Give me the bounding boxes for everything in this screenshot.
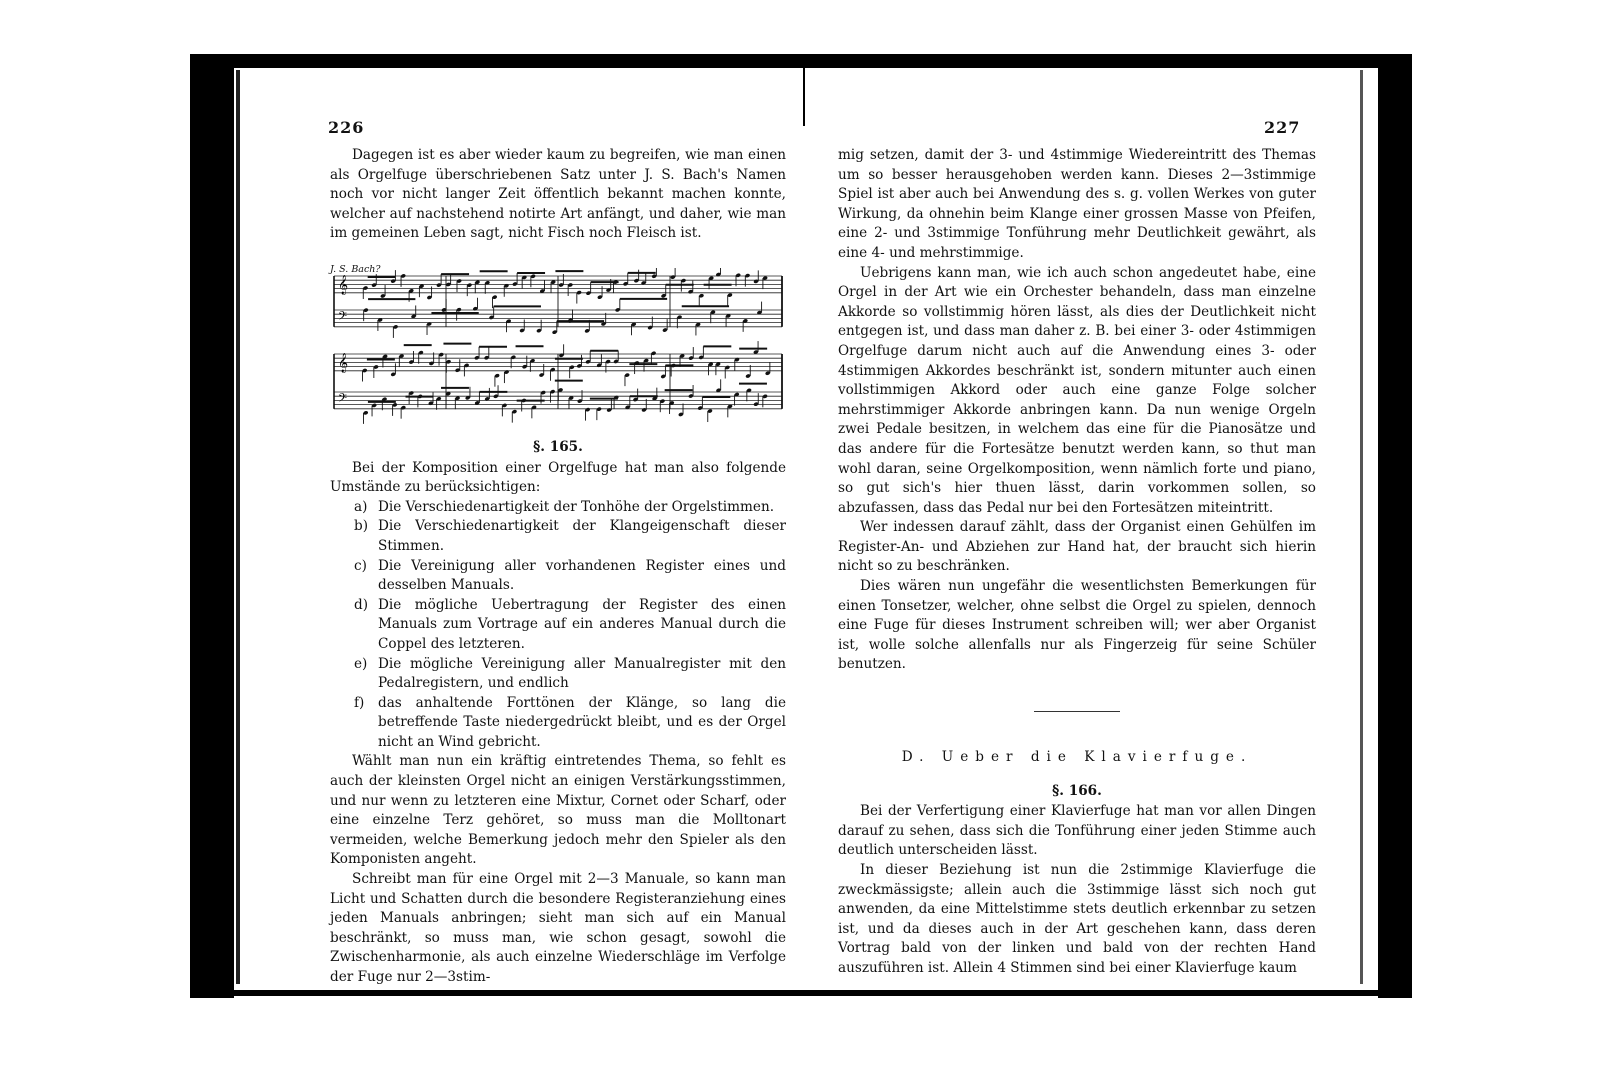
scan-border-left <box>190 54 234 998</box>
paragraph-schreibt: Schreibt man für eine Orgel mit 2—3 Manuale, so kann man Licht und Schatten durch die besondere Registeranziehung eines jeden Manuals anbringen; sieht man sich auf ein Manual beschränkt, so muss man, wie schon gesagt, sowohl die Zwischenharmonie, als auch einzelne Wiederschläge im Verfolge der Fuge nur 2—3stim- <box>330 871 786 985</box>
page-number: 226 <box>328 118 365 137</box>
scan-border-top <box>190 54 1410 68</box>
list-item: e) Die mögliche Vereinigung aller Manualregister mit den Pedalregistern, und endlich <box>354 655 786 692</box>
list-item: c) Die Vereinigung aller vorhandenen Register eines und desselben Manuals. <box>354 557 786 594</box>
list-item: a) Die Verschiedenartigkeit der Tonhöhe der Orgelstimmen. <box>354 498 775 515</box>
treble-clef-icon: 𝄞 <box>338 352 349 373</box>
right-text-column <box>838 146 1316 979</box>
list-item: f) das anhaltende Forttönen der Klänge, so lang die betreffende Taste niedergedrückt bleibt, und es der Orgel nicht an Wind gebricht. <box>354 694 786 750</box>
section-divider <box>1034 711 1120 712</box>
page-gutter-line <box>803 66 805 126</box>
right-page <box>812 68 1340 998</box>
chapter-heading-d: D. Ueber die Klavierfuge. <box>901 749 1253 766</box>
bass-clef-icon: 𝄢 <box>338 309 348 326</box>
list-item: d) Die mögliche Uebertragung der Register des einen Manuals zum Vortrage auf ein anderes Manual durch die Coppel des letzteren. <box>354 596 786 652</box>
section-165-intro: Bei der Komposition einer Orgelfuge hat man also folgende Umstände zu berücksichtigen: <box>330 459 786 496</box>
bass-clef-icon: 𝄢 <box>338 391 348 408</box>
considerations-list <box>330 498 786 753</box>
treble-clef-icon: 𝄞 <box>338 274 349 295</box>
paragraph-uebrigens: Uebrigens kann man, wie ich auch schon angedeutet habe, eine Orgel in der Art wie ein Orchester behandeln, dass man einzelne Akkorde so vollstimmig hören lässt, als dies der Deutlichkeit nicht entgegen ist, und dass man daher z. B. bei einer 3- oder 4stimmigen Orgelfuge darum nicht auch auf die Anwendung eines 3- oder 4stimmigen Akkordes beschränkt ist, sondern mitunter auch einen vollstimmigen Akkord oder auch eine ganze Folge solcher mehrstimmiger Akkorde anbringen kann. Da nun wenige Orgeln zwei Pedale besitzen, in welchem das eine für die Pianosätze und das andere für die Fortesätze benutzt werden kann, so thut man wohl daran, seine Orgelkomposition, wenn nämlich forte und piano, so gut sich's hier thuen lässt, darin vorkommen sollen, so abzufassen, dass das Pedal nur bei den Fortesätzen miteintritt. <box>838 264 1316 516</box>
paragraph-wer: Wer indessen darauf zählt, dass der Organist einen Gehülfen im Register-An- und Abziehen zur Hand hat, der braucht sich hierin nicht so zu beschränken. <box>838 519 1316 575</box>
music-attribution: J. S. Bach? <box>330 263 381 275</box>
music-example <box>330 260 786 432</box>
list-item: b) Die Verschiedenartigkeit der Klangeigenschaft dieser Stimmen. <box>354 518 786 554</box>
scan-border-right <box>1378 54 1412 998</box>
paragraph-in: In dieser Beziehung ist nun die 2stimmige Klavierfuge die zweckmässigste; allein auch die 3stimmige lässt sich noch gut anwenden, da eine Mittelstimme stets deutlich erkennbar zu setzen ist, und da dieses auch in der Art geschehen kann, dass deren Vortrag bald von der linken und bald von der rechten Hand auszuführen ist. Allein 4 Stimmen sind bei einer Klavierfuge kaum <box>838 862 1316 976</box>
paragraph-continued: mig setzen, damit der 3- und 4stimmige Wiedereintritt des Themas um so besser herausgehoben werden kann. Dieses 2—3stimmige Spiel ist aber auch bei Anwendung des s. g. vollen Werkes von guter Wirkung, da ohnehin beim Klange einer grossen Masse von Pfeifen, eine 2- und 3stimmige Tonführung mehr Deutlichkeit gewährt, als eine 4- und mehrstimmige. <box>838 147 1316 261</box>
page-number: 227 <box>1264 118 1301 137</box>
section-166-heading: §. 166. <box>1052 782 1102 799</box>
intro-paragraph: Dagegen ist es aber wieder kaum zu begreifen, wie man einen als Orgelfuge überschriebenen Satz unter J. S. Bach's Namen noch vor nicht langer Zeit öffentlich bekannt machen konnte, welcher auf nachstehend notirte Art anfängt, und daher, wie man im gemeinen Leben sagt, nicht Fisch noch Fleisch ist. <box>330 147 786 242</box>
paragraph-dies: Dies wären nun ungefähr die wesentlichsten Bemerkungen für einen Tonsetzer, welcher, ohne selbst die Orgel zu spielen, dennoch eine Fuge für dieses Instrument schreiben will; wer aber Organist ist, wolle solche allenfalls nur als Fingerzeig für seine Schüler benutzen. <box>838 578 1316 673</box>
paragraph-waehlt: Wählt man nun ein kräftig eintretendes Thema, so fehlt es auch der kleinsten Orgel nicht an einigen Verstärkungsstimmen, und nur wenn zu letzteren eine Mixtur, Cornet oder Scharf, oder eine einzelne Terz gehöret, so muss man die Molltonart vermeiden, welche Bemerkung jedoch mehr den Spieler als den Komponisten angeht. <box>330 753 786 868</box>
score-notation <box>330 268 786 432</box>
left-page-ridge <box>236 70 240 984</box>
paragraph-bei: Bei der Verfertigung einer Klavierfuge hat man vor allen Dingen darauf zu sehen, dass sich die Tonführung einer jeden Stimme auch deutlich unterscheiden lässt. <box>838 803 1316 859</box>
left-text-column <box>330 146 786 988</box>
section-165-heading: §. 165. <box>533 438 583 455</box>
left-page <box>250 68 795 998</box>
right-page-ridge <box>1360 70 1363 984</box>
